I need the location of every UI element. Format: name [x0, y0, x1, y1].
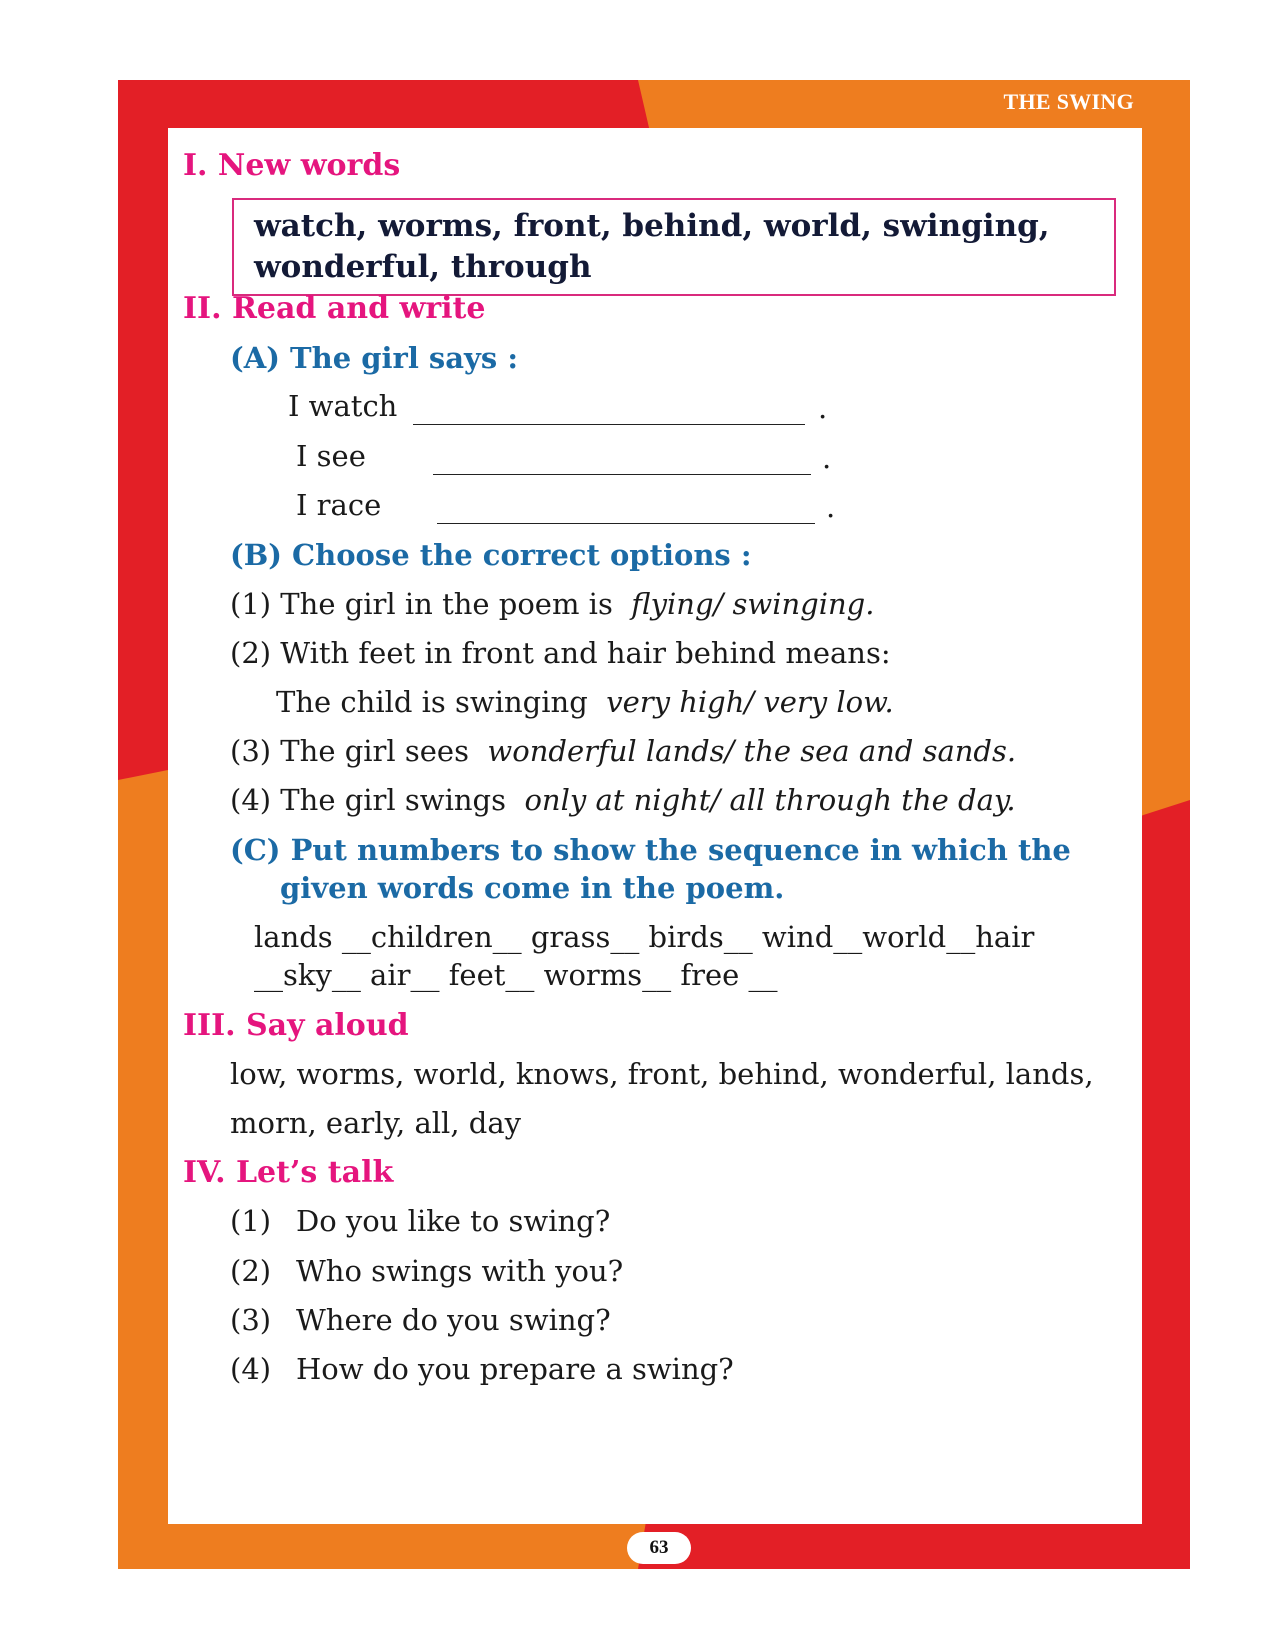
- talk-question-number-2: (2): [230, 1254, 272, 1288]
- period-race: .: [826, 490, 836, 524]
- option-question-4: [230, 783, 1016, 817]
- talk-question-text-3: Where do you swing?: [296, 1303, 611, 1337]
- say-aloud-line-2: morn, early, all, day: [230, 1106, 522, 1140]
- question-1-options: flying/ swinging.: [631, 587, 875, 621]
- period-see: .: [822, 441, 832, 475]
- talk-question-text-1: Do you like to swing?: [296, 1204, 611, 1238]
- option-question-2-line-2: [276, 685, 894, 719]
- blank-watch[interactable]: [413, 424, 805, 425]
- option-question-2-line-1: (2) With feet in front and hair behind means:: [230, 636, 891, 670]
- fill-line-see: [296, 439, 366, 473]
- part-c-heading-line-1: (C) Put numbers to show the sequence in which the: [230, 833, 1071, 867]
- say-aloud-line-1: low, worms, world, knows, front, behind, wonderful, lands,: [230, 1057, 1094, 1091]
- talk-question-number-1: (1): [230, 1204, 272, 1238]
- question-4-text: (4) The girl swings: [230, 783, 506, 817]
- fill-prefix-see: I see: [296, 439, 366, 473]
- new-words-line-2: wonderful, through: [254, 249, 592, 285]
- section-heading-read-write: II. Read and write: [183, 291, 486, 326]
- fill-line-watch: [288, 389, 397, 423]
- fill-line-race: [296, 488, 381, 522]
- page-number: 63: [627, 1532, 691, 1564]
- part-b-heading: (B) Choose the correct options :: [230, 538, 752, 572]
- running-title: THE SWING: [1003, 89, 1134, 114]
- option-question-1: [230, 587, 874, 621]
- fill-prefix-race: I race: [296, 488, 382, 522]
- question-2-options: very high/ very low.: [606, 685, 894, 719]
- new-words-box: [232, 198, 1116, 296]
- fill-prefix-watch: I watch: [288, 389, 398, 423]
- sequence-words-line-1: lands __children__ grass__ birds__ wind__world__hair: [254, 920, 1035, 954]
- content-panel: [168, 128, 1142, 1524]
- period-watch: .: [818, 391, 828, 425]
- question-4-options: only at night/ all through the day.: [524, 783, 1016, 817]
- talk-question-number-3: (3): [230, 1303, 272, 1337]
- sequence-words-line-2: __sky__ air__ feet__ worms__ free __: [254, 958, 778, 992]
- talk-question-text-4: How do you prepare a swing?: [296, 1352, 734, 1386]
- part-a-heading: (A) The girl says :: [230, 341, 519, 375]
- blank-race[interactable]: [437, 523, 815, 524]
- question-1-text: (1) The girl in the poem is: [230, 587, 613, 621]
- section-heading-lets-talk: IV. Let’s talk: [183, 1155, 394, 1190]
- blank-see[interactable]: [433, 474, 811, 475]
- question-2-text: The child is swinging: [276, 685, 588, 719]
- section-heading-new-words: I. New words: [183, 148, 401, 183]
- part-c-heading-line-2: given words come in the poem.: [280, 871, 785, 905]
- talk-question-text-2: Who swings with you?: [296, 1254, 624, 1288]
- section-heading-say-aloud: III. Say aloud: [183, 1008, 409, 1043]
- question-3-options: wonderful lands/ the sea and sands.: [487, 734, 1017, 768]
- talk-question-number-4: (4): [230, 1352, 272, 1386]
- new-words-line-1: watch, worms, front, behind, world, swinging,: [254, 208, 1050, 244]
- option-question-3: [230, 734, 1016, 768]
- question-3-text: (3) The girl sees: [230, 734, 469, 768]
